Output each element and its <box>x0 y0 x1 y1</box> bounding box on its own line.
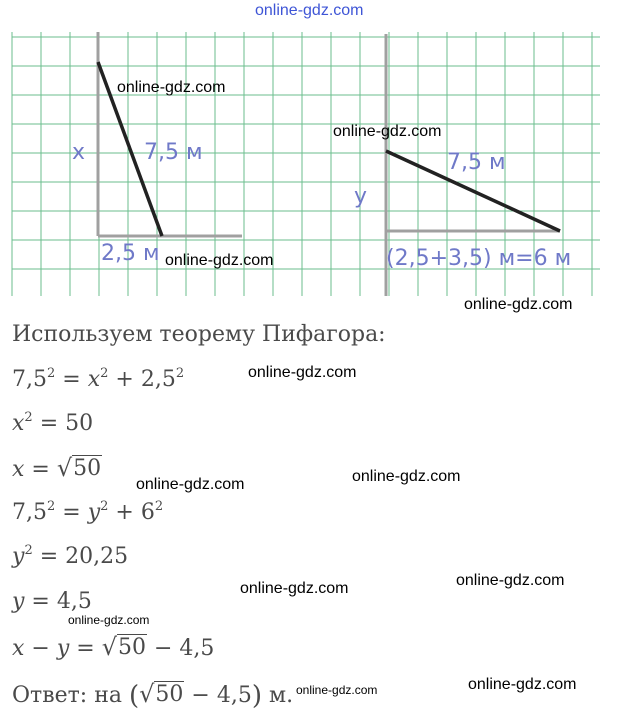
watermark: online-gdz.com <box>136 476 245 493</box>
watermark: online-gdz.com <box>468 676 577 693</box>
left-hypotenuse-label: 7,5 м <box>144 140 203 165</box>
watermark: online-gdz.com <box>456 572 565 589</box>
equation-4: $7,5^2 = y^2 + 6^2$ <box>12 499 164 525</box>
watermark: online-gdz.com <box>117 79 226 96</box>
sqrt-50: √ 50 <box>56 454 102 482</box>
watermark: online-gdz.com <box>165 252 274 269</box>
left-triangle <box>98 32 242 236</box>
sqrt-50: √ 50 <box>101 633 146 661</box>
equation-1: $7,5^2 = x^2 + 2,5^2$ <box>12 366 185 392</box>
equation-3: x = √ 50 <box>12 454 102 482</box>
equation-6: y = 4,5 <box>12 589 92 614</box>
watermark-top: online-gdz.com <box>255 2 364 19</box>
left-base-label: 2,5 м <box>101 241 160 266</box>
solution-intro <box>12 322 386 347</box>
watermark: online-gdz.com <box>240 580 349 597</box>
right-hypotenuse-label: 7,5 м <box>447 150 506 175</box>
watermark: online-gdz.com <box>248 364 357 381</box>
equation-2: $x^2 = 50$ <box>12 410 94 436</box>
watermark: online-gdz.com <box>352 468 461 485</box>
right-base-label: (2,5+3,5) м=6 м <box>386 246 572 271</box>
left-side-label: x <box>72 140 86 165</box>
sqrt-50: √ 50 <box>139 680 184 708</box>
watermark: online-gdz.com <box>296 683 378 697</box>
answer-line: Ответ: на ( √ 50 − 4,5) м. <box>12 680 294 711</box>
equation-7: x − y = √ 50 − 4,5 <box>12 633 215 661</box>
right-side-label: y <box>354 184 368 209</box>
equation-5: $y^2 = 20,25$ <box>12 543 129 569</box>
watermark: online-gdz.com <box>68 613 150 627</box>
watermark: online-gdz.com <box>333 123 442 140</box>
intro-text: Используем теорему Пифагора: <box>12 322 386 347</box>
watermark: online-gdz.com <box>464 296 573 313</box>
